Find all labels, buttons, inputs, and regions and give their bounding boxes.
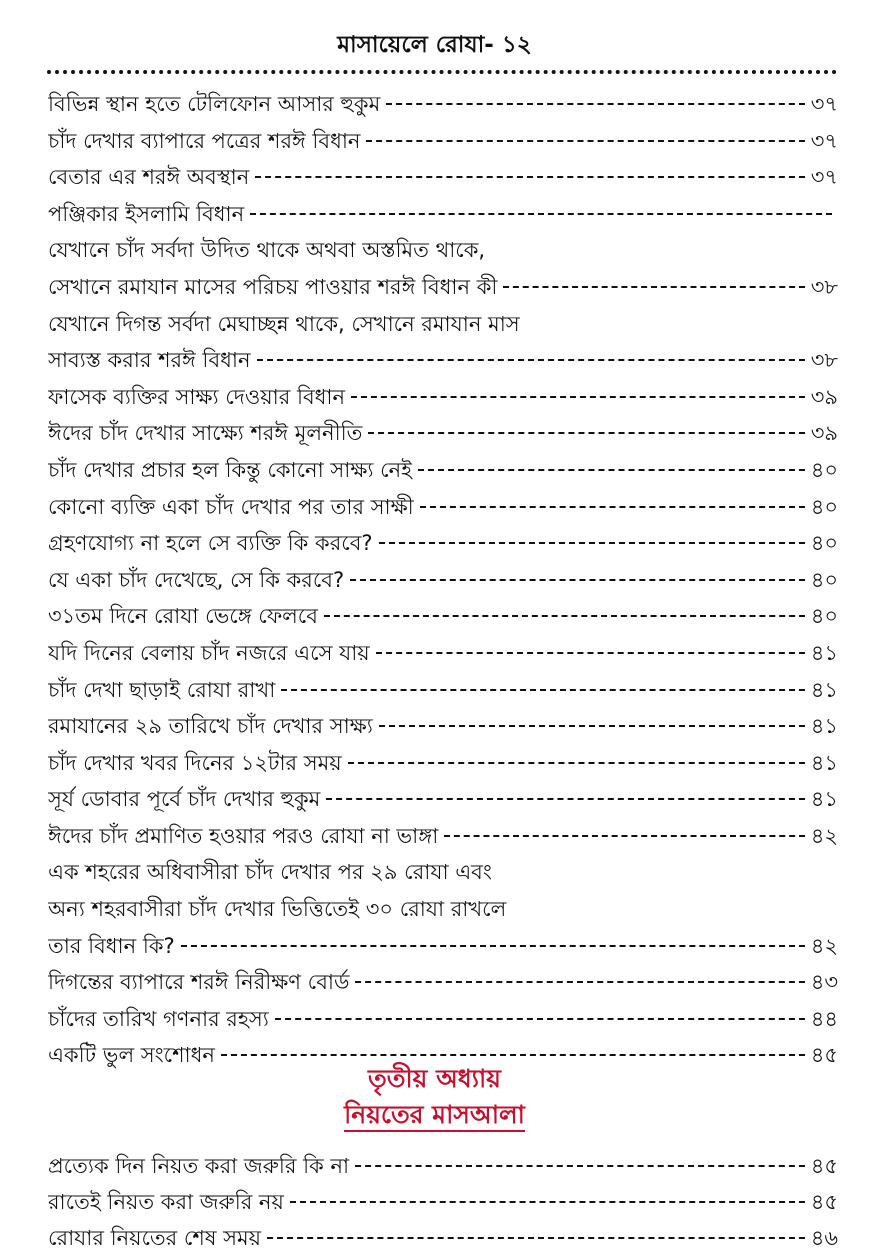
toc-leader-line bbox=[350, 579, 805, 581]
toc-leader-line bbox=[257, 359, 805, 361]
toc-page-number: ৪৫ bbox=[810, 1154, 838, 1178]
toc-page-number: ৪১ bbox=[810, 714, 838, 739]
toc-page-number: ৪৪ bbox=[810, 1006, 838, 1031]
toc-entry bbox=[48, 342, 838, 379]
toc-entry bbox=[48, 745, 838, 782]
toc-page-number: ৩৯ bbox=[810, 421, 838, 446]
toc-leader-line bbox=[351, 396, 805, 398]
toc-entry bbox=[48, 1148, 838, 1184]
toc-entry-title: যে একা চাঁদ দেখেছে, সে কি করবে? bbox=[48, 567, 345, 592]
toc-entry bbox=[48, 415, 838, 452]
toc-entry bbox=[48, 708, 838, 745]
toc-entry-title: ফাসেক ব্যক্তির সাক্ষ্য দেওয়ার বিধান bbox=[48, 384, 346, 409]
toc-entry-title: রোযার নিয়তের শেষ সময় bbox=[48, 1226, 262, 1250]
toc-entry-title: বেতার এর শরঈ অবস্থান bbox=[48, 165, 250, 190]
toc-leader-line bbox=[503, 286, 804, 288]
chapter-title: তৃতীয় অধ্যায় bbox=[368, 1064, 501, 1093]
toc-page-number: ৪১ bbox=[810, 640, 838, 665]
header-divider bbox=[47, 70, 837, 74]
toc-leader-line bbox=[348, 762, 805, 764]
toc-leader-line bbox=[379, 725, 805, 727]
toc-leader-line bbox=[326, 798, 804, 800]
toc-page-number: ৪০ bbox=[810, 567, 838, 592]
toc-entry-title: সেখানে রমাযান মাসের পরিচয় পাওয়ার শরঈ বিধান কী bbox=[48, 274, 498, 299]
toc-entry-title: গ্রহণযোগ্য না হলে সে ব্যক্তি কি করবে? bbox=[48, 531, 373, 556]
toc-page-number: ৪১ bbox=[810, 750, 838, 775]
toc-entry bbox=[48, 1184, 838, 1220]
toc-entry-title: অন্য শহরবাসীরা চাঁদ দেখার ভিত্তিতেই ৩০ রোযা রাখলে bbox=[48, 897, 507, 922]
toc-entry-title: চাঁদের তারিখ গণনার রহস্য bbox=[48, 1006, 269, 1031]
toc-entry bbox=[48, 562, 838, 599]
toc-entry-title: তার বিধান কি? bbox=[48, 933, 175, 958]
toc-entry-title: ৩১তম দিনে রোযা ভেঙ্গে ফেলবে bbox=[48, 604, 318, 629]
toc-leader-line bbox=[290, 1201, 805, 1203]
toc-page-number: ৪২ bbox=[810, 933, 838, 958]
toc-entry-title: একটি ভুল সংশোধন bbox=[48, 1043, 215, 1068]
toc-page-number: ৩৮ bbox=[810, 274, 838, 299]
toc-entry bbox=[48, 781, 838, 818]
toc-entry-title: পঞ্জিকার ইসলামি বিধান bbox=[48, 201, 245, 226]
toc-entry bbox=[48, 379, 838, 416]
toc-entry-title: রমাযানের ২৯ তারিখে চাঁদ দেখার সাক্ষ্য bbox=[48, 714, 373, 739]
toc-page-number: ৪৫ bbox=[810, 1190, 838, 1214]
toc-page-number: ৩৭ bbox=[810, 128, 838, 153]
toc-page-number: ৪০ bbox=[810, 604, 838, 629]
toc-entry-title: সূর্য ডোবার পূর্বে চাঁদ দেখার হুকুম bbox=[48, 787, 321, 812]
toc-leader-line bbox=[281, 689, 804, 691]
toc-leader-line bbox=[368, 432, 804, 434]
toc-entry-title: বিভিন্ন স্থান হতে টেলিফোন আসার হুকুম bbox=[48, 92, 381, 116]
toc-list-part2 bbox=[48, 1148, 838, 1256]
running-header: মাসায়েলে রোযা- ১২ bbox=[337, 32, 532, 58]
toc-entry bbox=[48, 598, 838, 635]
toc-page-number: ৩৮ bbox=[810, 348, 838, 373]
toc-entry bbox=[48, 928, 838, 965]
toc-entry bbox=[48, 452, 838, 489]
toc-entry-title: দিগন্তের ব্যাপারে শরঈ নিরীক্ষণ বোর্ড bbox=[48, 970, 350, 995]
toc-page-number: ৪১ bbox=[810, 677, 838, 702]
toc-entry bbox=[48, 196, 838, 233]
toc-page-number: ৪০ bbox=[810, 531, 838, 556]
toc-entry bbox=[48, 86, 838, 123]
toc-entry-title: চাঁদ দেখা ছাড়াই রোযা রাখা bbox=[48, 677, 276, 702]
toc-leader-line bbox=[181, 945, 805, 947]
toc-page-number: ৪২ bbox=[810, 823, 838, 848]
toc-leader-line bbox=[250, 213, 832, 215]
toc-leader-line bbox=[267, 1237, 805, 1239]
toc-entry bbox=[48, 306, 838, 343]
toc-entry-title: যদি দিনের বেলায় চাঁদ নজরে এসে যায় bbox=[48, 640, 370, 665]
toc-leader-line bbox=[386, 103, 804, 105]
toc-leader-line bbox=[376, 652, 805, 654]
toc-page-number: ৪০ bbox=[810, 457, 838, 482]
toc-entry-title: ঈদের চাঁদ প্রমাণিত হওয়ার পরও রোযা না ভাঙ্গা bbox=[48, 823, 439, 848]
toc-leader-line bbox=[366, 140, 804, 142]
toc-entry-title: চাঁদ দেখার ব্যাপারে পত্রের শরঈ বিধান bbox=[48, 128, 361, 153]
toc-entry bbox=[48, 123, 838, 160]
toc-entry-title: সাব্যস্ত করার শরঈ বিধান bbox=[48, 348, 251, 373]
toc-entry bbox=[48, 854, 838, 891]
toc-leader-line bbox=[255, 176, 804, 178]
toc-page-number: ৪৬ bbox=[810, 1226, 838, 1250]
toc-entry-title: ঈদের চাঁদ দেখার সাক্ষ্যে শরঈ মূলনীতি bbox=[48, 421, 363, 446]
toc-leader-line bbox=[355, 1165, 805, 1167]
toc-entry bbox=[48, 232, 838, 269]
toc-page-number: ৪৩ bbox=[810, 970, 838, 995]
toc-page-number: ৪১ bbox=[810, 787, 838, 812]
toc-entry-title: এক শহরের অধিবাসীরা চাঁদ দেখার পর ২৯ রোযা এবং bbox=[48, 860, 492, 885]
toc-entry-title: যেখানে চাঁদ সর্বদা উদিত থাকে অথবা অস্তমিত থাকে, bbox=[48, 238, 486, 263]
toc-page-number: ৪০ bbox=[810, 494, 838, 519]
toc-entry-title: যেখানে দিগন্ত সর্বদা মেঘাচ্ছন্ন থাকে, সেখানে রমাযান মাস bbox=[48, 311, 520, 336]
toc-entry-title: কোনো ব্যক্তি একা চাঁদ দেখার পর তার সাক্ষী bbox=[48, 494, 414, 519]
toc-entry bbox=[48, 635, 838, 672]
toc-leader-line bbox=[275, 1018, 805, 1020]
toc-entry bbox=[48, 672, 838, 709]
toc-entry bbox=[48, 269, 838, 306]
toc-entry-title: চাঁদ দেখার খবর দিনের ১২টার সময় bbox=[48, 750, 342, 775]
toc-leader-line bbox=[355, 981, 804, 983]
toc-entry bbox=[48, 159, 838, 196]
toc-entry-title: চাঁদ দেখার প্রচার হল কিন্তু কোনো সাক্ষ্য নেই bbox=[48, 457, 413, 482]
toc-entry bbox=[48, 525, 838, 562]
toc-entry bbox=[48, 1001, 838, 1038]
toc-page-number: ৩৯ bbox=[810, 384, 838, 409]
toc-entry-title: প্রত্যেক দিন নিয়ত করা জরুরি কি না bbox=[48, 1154, 350, 1178]
toc-leader-line bbox=[324, 615, 805, 617]
toc-page-number: ৩৭ bbox=[810, 92, 838, 116]
toc-page-number: ৩৭ bbox=[810, 165, 838, 190]
toc-leader-line bbox=[379, 542, 805, 544]
toc-entry-title: রাতেই নিয়ত করা জরুরি নয় bbox=[48, 1190, 284, 1214]
toc-list-part1 bbox=[48, 86, 838, 1074]
toc-entry bbox=[48, 891, 838, 928]
toc-entry bbox=[48, 489, 838, 526]
chapter-subtitle-text: নিয়তের মাসআলা bbox=[344, 1100, 525, 1132]
chapter-subtitle bbox=[0, 1097, 869, 1133]
toc-leader-line bbox=[420, 506, 805, 508]
toc-leader-line bbox=[221, 1054, 805, 1056]
toc-page-number: ৪৫ bbox=[810, 1043, 838, 1068]
toc-leader-line bbox=[444, 835, 804, 837]
toc-entry bbox=[48, 818, 838, 855]
toc-entry bbox=[48, 964, 838, 1001]
toc-leader-line bbox=[418, 469, 805, 471]
